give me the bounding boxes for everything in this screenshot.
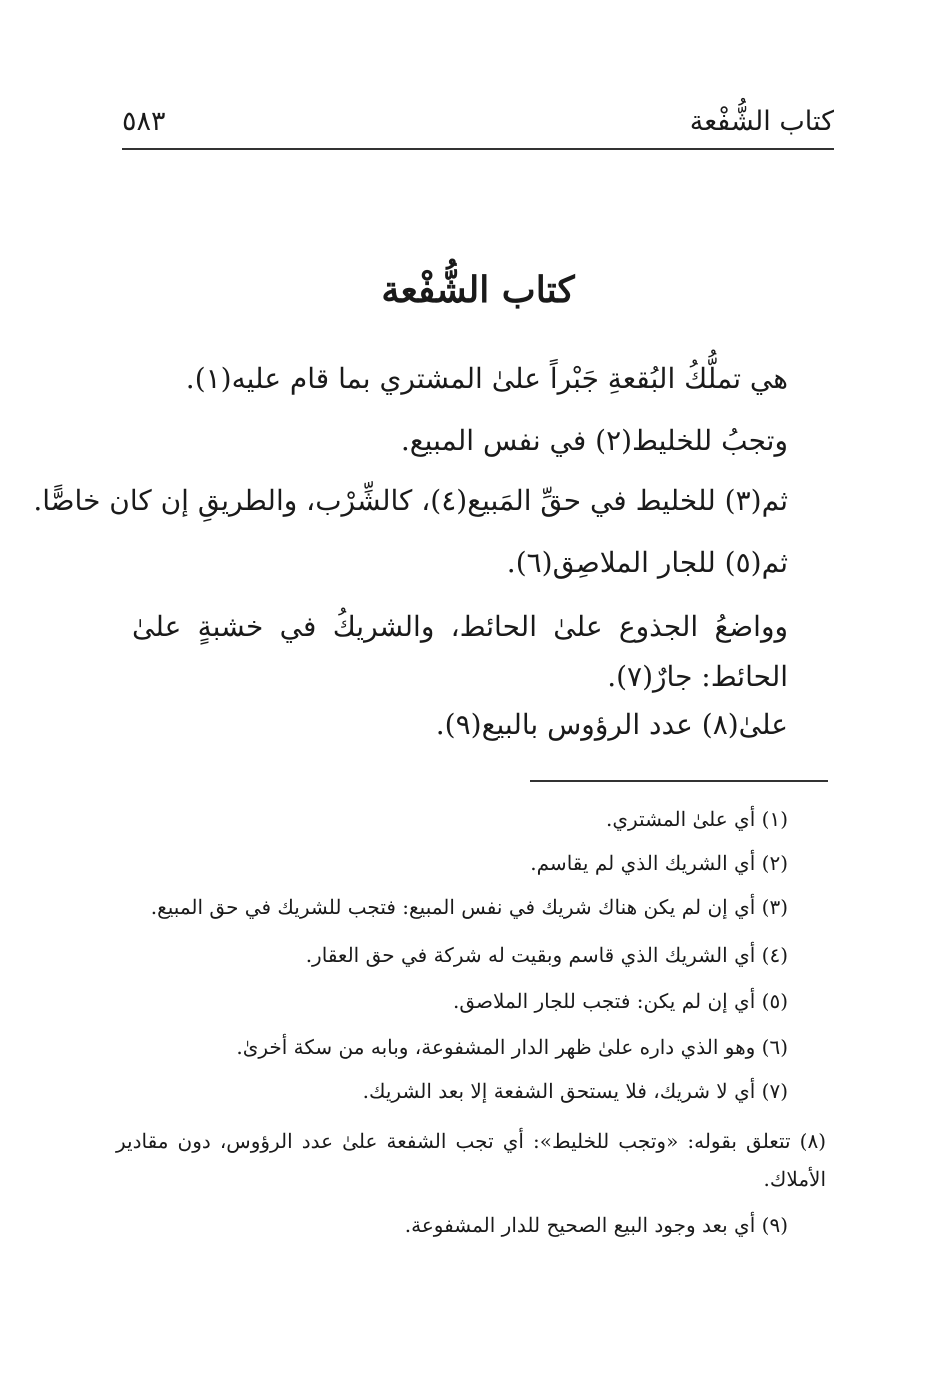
page-header [122,100,834,144]
running-title: كتاب الشُّفْعة [689,106,834,137]
chapter-title: كتاب الشُّفْعة [381,269,575,311]
footnote-3: (٣) أي إن لم يكن هناك شريك في نفس المبيع: فتجب للشريك في حق المبيع. [150,895,788,919]
header-divider [122,148,834,150]
main-paragraph-4: ثم(٥) للجار الملاصِق(٦). [506,546,788,579]
main-paragraph-5: وواضعُ الجذوع علىٰ الحائط، والشريكُ في خشبةٍ علىٰ الحائط: جارٌ(٧). [132,610,788,693]
main-paragraph-1: هي تملُّكُ البُقعةِ جَبْراً علىٰ المشتري بما قام عليه(١). [185,362,788,395]
footnote-6: (٦) وهو الذي داره علىٰ ظهر الدار المشفوعة، وبابه من سكة أخرىٰ. [236,1035,788,1059]
footnote-7: (٧) أي لا شريك، فلا يستحق الشفعة إلا بعد الشريك. [362,1079,788,1103]
footnote-2: (٢) أي الشريك الذي لم يقاسم. [530,851,788,875]
footnote-1: (١) أي علىٰ المشتري. [605,807,788,831]
main-paragraph-3: ثم(٣) للخليط في حقِّ المَبيع(٤)، كالشِّرْب، والطريقِ إن كان خاصًّا. [33,484,788,517]
main-paragraph-6: علىٰ(٨) عدد الرؤوس بالبيع(٩). [435,708,788,741]
footnote-4: (٤) أي الشريك الذي قاسم وبقيت له شركة في حق العقار. [305,943,788,967]
footnote-9: (٩) أي بعد وجود البيع الصحيح للدار المشفوعة. [404,1213,788,1237]
main-paragraph-2: وتجبُ للخليط(٢) في نفس المبيع. [400,424,788,457]
footnote-5: (٥) أي إن لم يكن: فتجب للجار الملاصق. [453,989,788,1013]
page-number: ٥٨٣ [122,106,166,137]
footnote-divider [530,780,828,782]
footnote-8: (٨) تتعلق بقوله: «وتجب للخليط»: أي تجب الشفعة علىٰ عدد الرؤوس، دون مقادير الأملاك. [116,1129,826,1191]
